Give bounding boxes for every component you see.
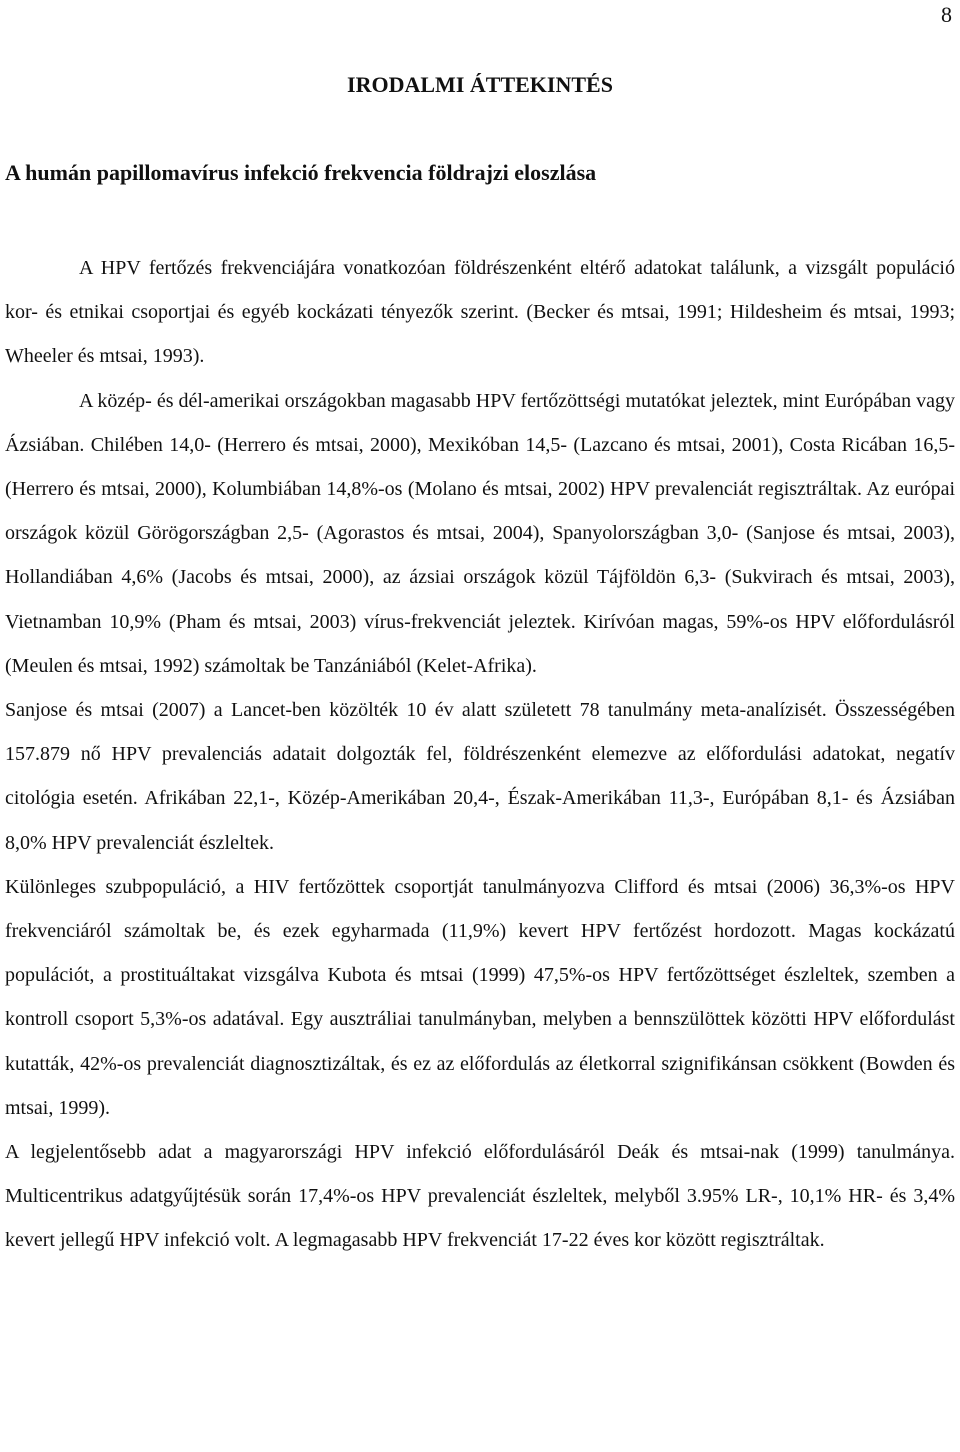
body-text [5,246,955,1263]
page-number: 8 [941,2,952,27]
paragraph-subpopulations: Különleges szubpopuláció, a HIV fertőzöttek csoportját tanulmányozva Clifford és mtsai (2006) 36,3%-os HPV frekvenciáról számoltak be, és ezek egyharmada (11,9%) kevert HPV fertőzést hordozott. Magas kockázatú populációt, a prostituáltakat vizsgálva Kubota és mtsai (1999) 47,5%-os HPV fertőzöttséget észleltek, szemben a kontroll csoport 5,3%-os adatával. Egy ausztráliai tanulmányban, melyben a bennszülöttek közötti HPV előfordulást kutatták, 42%-os prevalenciát diagnosztizáltak, és ez az előfordulás az életkorral szignifikánsan csökkent (Bowden és mtsai, 1999). [5,875,955,1119]
paragraph-meta-analysis: Sanjose és mtsai (2007) a Lancet-ben közölték 10 év alatt született 78 tanulmány meta-analízisét. Összességében 157.879 nő HPV prevalenciás adatait dolgozták fel, földrészenként elemezve az előfordulási adatokat, negatív citológia esetén. Afrikában 22,1-, Közép-Amerikában 20,4-, Észak-Amerikában 11,3-, Európában 8,1- és Ázsiában 8,0% HPV prevalenciát észleltek. [5,699,955,854]
paragraph-americas-europe-asia: A közép- és dél-amerikai országokban magasabb HPV fertőzöttségi mutatókat jeleztek, mint Európában vagy Ázsiában. Chilében 14,0- (Herrero és mtsai, 2000), Mexikóban 14,5- (Lazcano és mtsai, 2001), Costa Ricában 16,5- (Herrero és mtsai, 2000), Kolumbiában 14,8%-os (Molano és mtsai, 2002) HPV prevalenciát regisztráltak. Az európai országok közül Görögországban 2,5- (Agorastos és mtsai, 2004), Spanyolországban 3,0- (Sanjose és mtsai, 2003), Hollandiában 4,6% (Jacobs és mtsai, 2000), az ázsiai országok közül Tájföldön 6,3- (Sukvirach és mtsai, 2003), Vietnamban 10,9% (Pham és mtsai, 2003) vírus-frekvenciát jeleztek. Kirívóan magas, 59%-os HPV előfordulásról (Meulen és mtsai, 1992) számoltak be Tanzániából (Kelet-Afrika). [5,389,955,677]
section-title: A humán papillomavírus infekció frekvencia földrajzi eloszlása [5,160,597,185]
paragraph-hungary: A legjelentősebb adat a magyarországi HPV infekció előfordulásáról Deák és mtsai-nak (1999) tanulmánya. Multicentrikus adatgyűjtésük során 17,4%-os HPV prevalenciát észleltek, melyből 3.95% LR-, 10,1% HR- és 3,4% kevert jellegű HPV infekció volt. A legmagasabb HPV frekvenciát 17-22 éves kor között regisztráltak. [5,1141,955,1252]
chapter-title: IRODALMI ÁTTEKINTÉS [347,72,613,97]
paragraph-intro: A HPV fertőzés frekvenciájára vonatkozóan földrészenként eltérő adatokat találunk, a vizsgált populáció kor- és etnikai csoportjai és egyéb kockázati tényezők szerint. (Becker és mtsai, 1991; Hildesheim és mtsai, 1993; Wheeler és mtsai, 1993). [5,257,955,368]
